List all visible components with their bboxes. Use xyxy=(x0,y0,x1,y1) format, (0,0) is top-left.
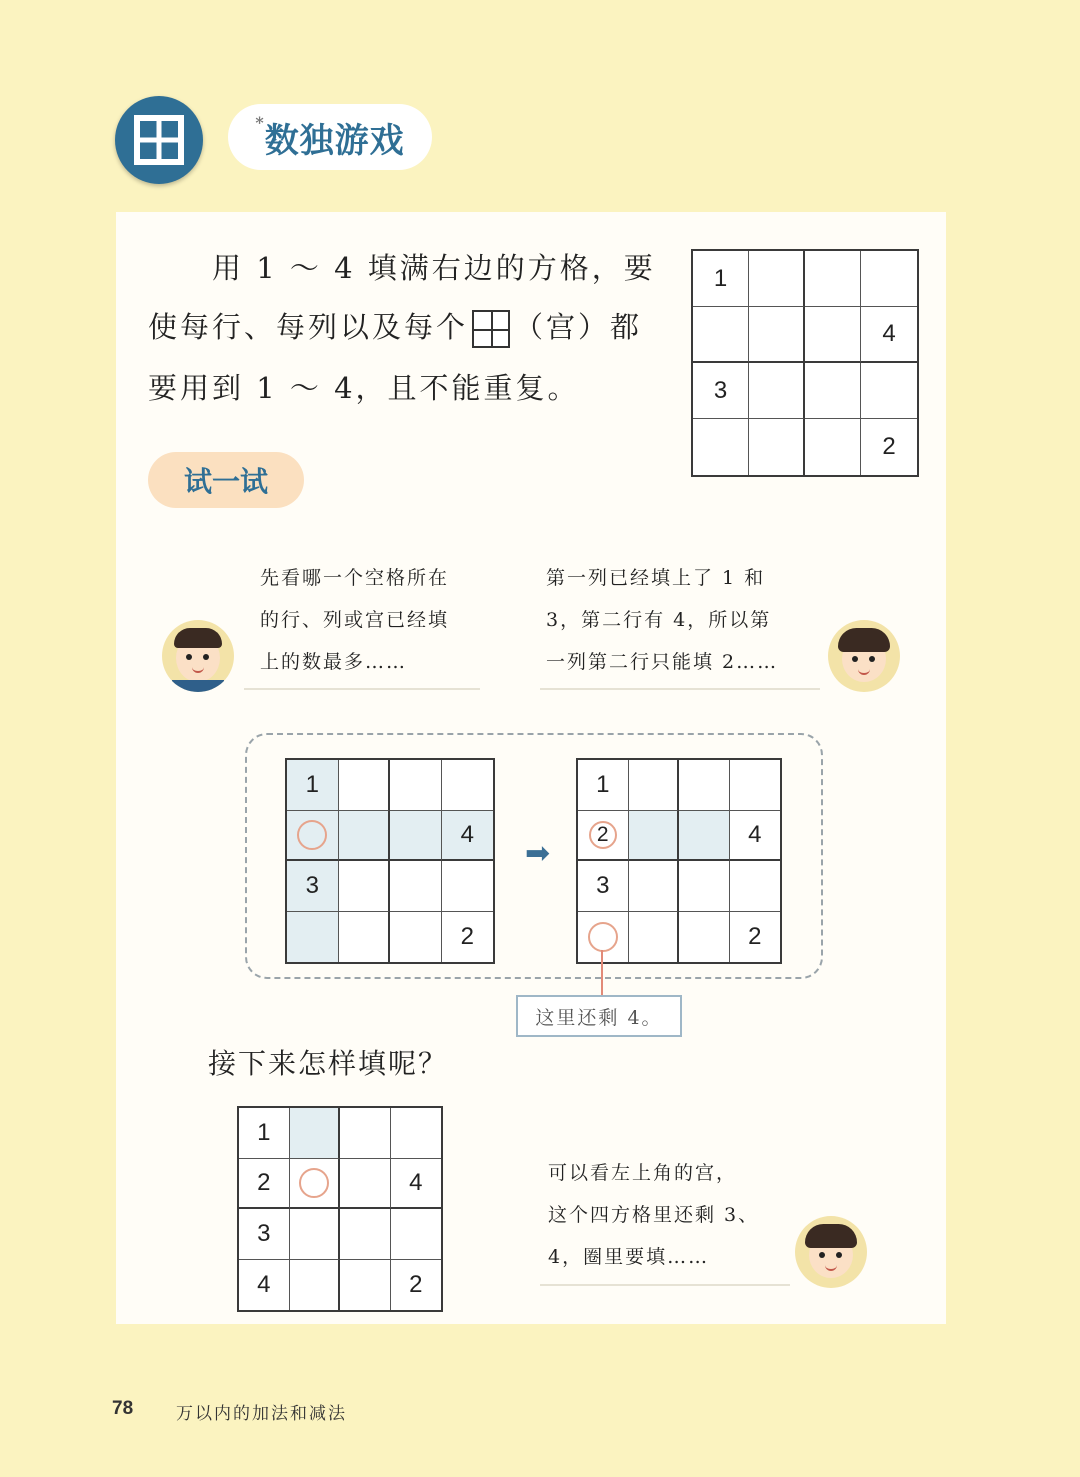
cell-value: 4 xyxy=(257,1270,271,1298)
grid-cell xyxy=(287,811,339,862)
cell-value: 3 xyxy=(305,871,319,899)
grid-cell xyxy=(693,307,749,363)
grid-cell xyxy=(805,419,861,475)
grid-cell xyxy=(390,811,442,862)
intro-line-3: 要用到 1 ～ 4，且不能重复。 xyxy=(148,371,580,405)
callout-pointer xyxy=(601,950,603,996)
cell-value: 3 xyxy=(257,1219,271,1247)
grid-cell xyxy=(730,811,781,862)
example-grid-after xyxy=(576,758,782,964)
speech-underline xyxy=(540,688,820,690)
grid-cell xyxy=(340,1159,391,1210)
grid-cell xyxy=(390,861,442,912)
cell-value: 4 xyxy=(460,820,474,848)
grid-cell xyxy=(805,307,861,363)
try-it-label: 试一试 xyxy=(183,465,268,498)
grid-cell xyxy=(339,811,391,862)
grid-cell xyxy=(861,307,917,363)
grid-cell xyxy=(339,912,391,963)
grid-cell xyxy=(805,251,861,307)
girl-hint-2-line: 4，圈里要填…… xyxy=(548,1246,710,1268)
cell-value: 4 xyxy=(748,820,762,848)
grid-cell xyxy=(290,1159,341,1210)
cell-value: 1 xyxy=(713,264,728,292)
grid-cell xyxy=(861,363,917,419)
answer-ring xyxy=(297,820,327,850)
chapter-title: 万以内的加法和减法 xyxy=(176,1404,347,1424)
grid-cell xyxy=(391,1260,442,1311)
grid-cell xyxy=(290,1108,341,1159)
cell-value: 3 xyxy=(596,871,610,899)
cell-value: 4 xyxy=(882,320,896,347)
circled-answer: 2 xyxy=(589,821,617,849)
grid-cell xyxy=(287,912,339,963)
grid-cell xyxy=(391,1108,442,1159)
callout-text: 这里还剩 4。 xyxy=(535,1006,663,1029)
puzzle-grid xyxy=(691,249,919,477)
grid-cell xyxy=(578,912,629,963)
answer-ring xyxy=(588,922,618,952)
grid-cell xyxy=(629,912,680,963)
cell-value: 2 xyxy=(882,433,896,460)
grid-cell xyxy=(442,760,494,811)
grid-cell xyxy=(693,419,749,475)
grid-cell xyxy=(749,363,805,419)
answer-ring xyxy=(299,1168,329,1198)
optional-mark: * xyxy=(255,112,265,132)
cell-value: 1 xyxy=(305,770,319,798)
girl-avatar-2 xyxy=(795,1216,867,1288)
example-grid-before xyxy=(285,758,495,964)
grid-cell xyxy=(861,251,917,307)
grid-cell xyxy=(290,1209,341,1260)
boy-hint-line: 先看哪一个空格所在 xyxy=(260,567,450,589)
cell-value: 2 xyxy=(460,922,474,950)
grid-cell xyxy=(578,861,629,912)
girl-hint xyxy=(546,557,778,683)
grid-cell xyxy=(629,811,680,862)
grid-cell xyxy=(339,760,391,811)
grid-cell xyxy=(391,1209,442,1260)
callout-box xyxy=(516,995,682,1037)
grid-cell xyxy=(239,1209,290,1260)
grid-cell xyxy=(861,419,917,475)
cell-value: 2 xyxy=(748,922,762,950)
grid-cell xyxy=(730,760,781,811)
grid-cell xyxy=(805,363,861,419)
boy-hint-line: 的行、列或宫已经填 xyxy=(260,609,450,631)
grid-cell xyxy=(442,912,494,963)
girl-hint-2 xyxy=(548,1152,759,1278)
grid-cell xyxy=(340,1108,391,1159)
grid-cell xyxy=(239,1159,290,1210)
girl-hint-2-line: 这个四方格里还剩 3、 xyxy=(548,1204,760,1226)
grid-cell xyxy=(730,861,781,912)
section-title: *数独游戏 xyxy=(255,112,405,161)
cell-value: 1 xyxy=(257,1118,271,1146)
grid-cell xyxy=(679,861,730,912)
speech-underline xyxy=(540,1284,790,1286)
grid-cell xyxy=(391,1159,442,1210)
grid-cell xyxy=(239,1260,290,1311)
girl-avatar xyxy=(828,620,900,692)
grid-cell xyxy=(730,912,781,963)
grid-cell xyxy=(442,861,494,912)
grid-cell xyxy=(578,760,629,811)
girl-hint-line: 一列第二行只能填 2…… xyxy=(546,651,779,673)
arrow-right-icon: ➡ xyxy=(525,836,551,871)
grid-cell xyxy=(679,760,730,811)
cell-value: 1 xyxy=(596,770,610,798)
grid-cell xyxy=(749,251,805,307)
grid-cell xyxy=(287,861,339,912)
boy-hint xyxy=(260,557,449,683)
next-question: 接下来怎样填呢？ xyxy=(208,1047,449,1080)
grid-cell xyxy=(578,811,629,862)
boy-avatar xyxy=(162,620,234,692)
speech-underline xyxy=(244,688,480,690)
grid-cell xyxy=(442,811,494,862)
grid-cell xyxy=(339,861,391,912)
grid-cell xyxy=(629,861,680,912)
cell-value: 4 xyxy=(409,1168,423,1196)
intro-line-2: 使每行、每列以及每个 （宫）都 xyxy=(148,305,642,348)
grid-cell xyxy=(340,1260,391,1311)
grid-cell xyxy=(679,811,730,862)
cell-value: 2 xyxy=(257,1168,271,1196)
grid-cell xyxy=(629,760,680,811)
next-grid xyxy=(237,1106,443,1312)
grid-cell xyxy=(749,419,805,475)
cell-value: 2 xyxy=(409,1270,423,1298)
section-icon xyxy=(115,96,203,184)
intro-line-1: 用 1 ～ 4 填满右边的方格，要 xyxy=(212,251,656,285)
grid-cell xyxy=(749,307,805,363)
girl-hint-2-line: 可以看左上角的宫， xyxy=(548,1162,738,1184)
grid-cell xyxy=(290,1260,341,1311)
grid-cell xyxy=(390,912,442,963)
grid-cell xyxy=(340,1209,391,1260)
grid-cell xyxy=(287,760,339,811)
page-number: 78 xyxy=(112,1398,134,1419)
palace-box-icon xyxy=(472,310,510,348)
grid-cell xyxy=(390,760,442,811)
boy-hint-line: 上的数最多…… xyxy=(260,651,408,673)
girl-hint-line: 3，第二行有 4，所以第 xyxy=(546,609,772,631)
section-title-pill xyxy=(228,104,432,170)
grid-cell xyxy=(693,363,749,419)
grid-cell xyxy=(679,912,730,963)
try-it-pill xyxy=(148,452,304,508)
grid-symbol-icon xyxy=(131,112,187,168)
grid-cell xyxy=(239,1108,290,1159)
grid-cell xyxy=(693,251,749,307)
girl-hint-line: 第一列已经填上了 1 和 xyxy=(546,567,766,589)
cell-value: 3 xyxy=(713,376,728,404)
